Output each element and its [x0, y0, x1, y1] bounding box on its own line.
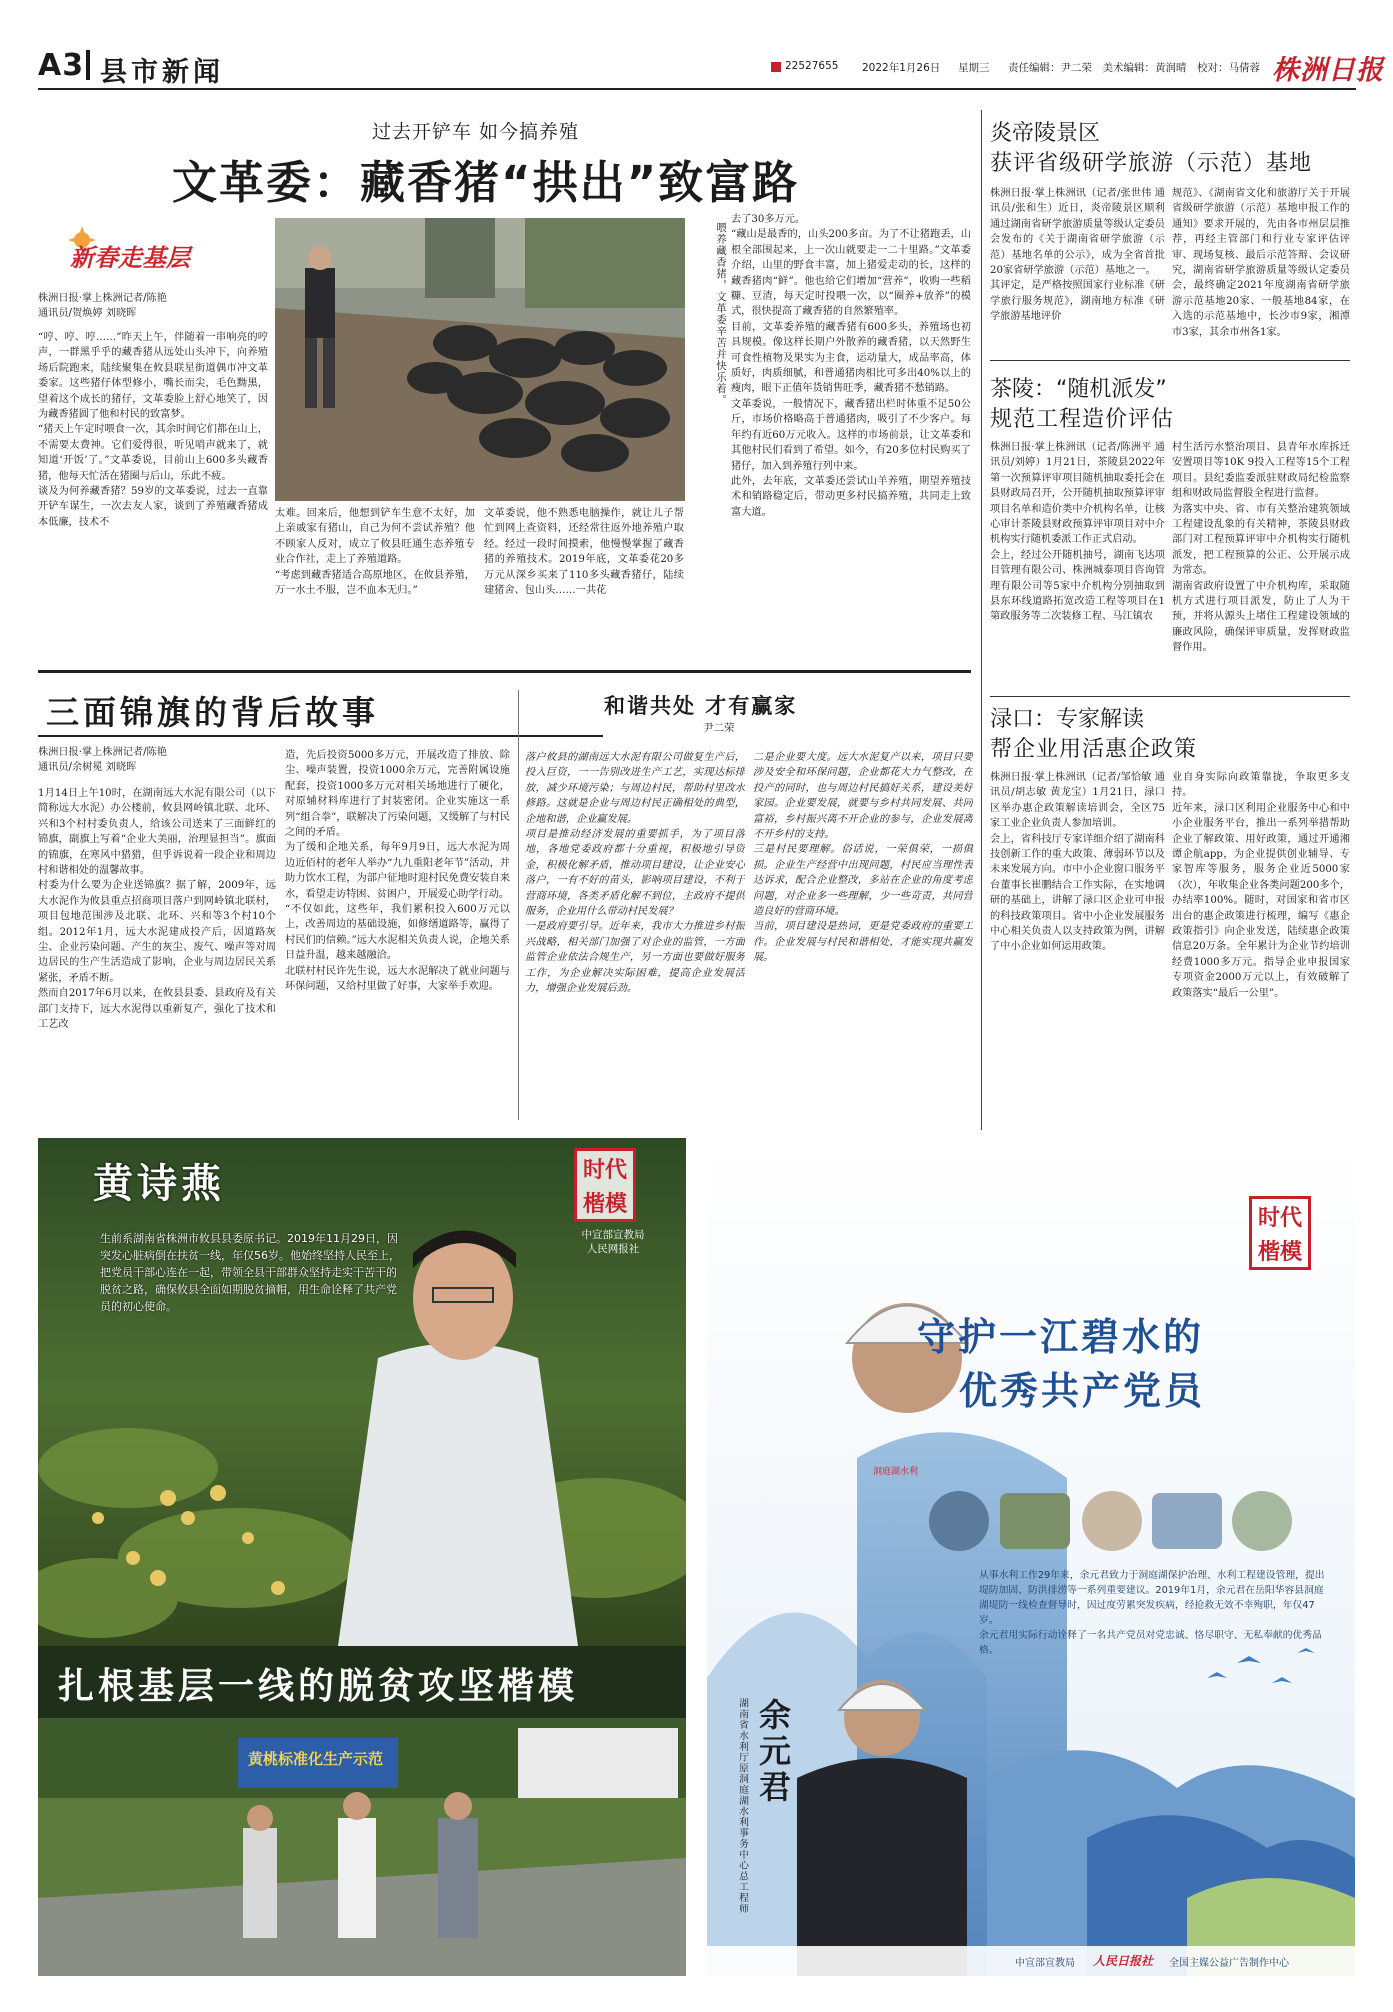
right-s1-rule — [990, 360, 1350, 361]
ad-right-credit-1: 中宣部宣教局 — [1015, 1958, 1075, 1969]
section-code: A3 — [38, 48, 85, 83]
lead-col4: 去了30多万元。 “藏山是最香的，山头200多亩。为了不让猪跑丢，山根全部围起来，上一次山就要走一二十里路。”文革委介绍，山里的野食丰富，加上猪爱走动的长，这样的藏香猪肉“鲜”。他也给它们增加“营养”，收购一些稻糠、豆渣，每天定时投喂一次，以“圈养+放养”的模式，很快提高了藏香猪的自然繁殖率。 目前，文革委养殖的藏香猪有600多头，养殖场也初具规模。像这样长期户外散养的藏香猪，以天然野生可食性植物及果实为主食，运动量大，成品率高，体质好，肉质细腻，和普通猪肉相比可多出40%以上的瘦肉，眼下正值年货销售旺季，藏香猪不愁销路。 文革委说，一般情况下，藏香猪出栏时体重不足50公斤，市场价格略高于普通猪肉，吸引了不少客户。每年约有近60万元收入。这样的市场前景，让文革委和其他村民们看到了希望。如今，有20多位村民购买了猪仔，加入到养殖行列中来。 此外，去年底，文革委还尝试山羊养殖，期望养殖技术和销路稳定后，带动更多村民搞养殖，共同走上致富大道。 — [731, 214, 971, 518]
right-s3-title2: 帮企业用活惠企政策 — [990, 737, 1198, 762]
ad-right-title-2: 优秀共产党员 — [959, 1369, 1206, 1413]
right-s3-col1: 株洲日报·掌上株洲讯（记者/邹恰敏 通讯员/胡志敏 黄龙宝）1月21日，渌口区举办惠企政策解读培训会，全区75家工业企业负责人参加培训。 会上，省科技厅专家详细介绍了湖南科技创新工作的重大政策、薄弱环节以及未来发展方向。市中小企业窗口服务平台董事长崔鹏结合工作实际，在实地调研的基础上，讲解了渌口区企业可申报的科技政策项目。省中小企业发展服务中心相关负责人以支持政策为例，讲解了中小企业如何运用政策。 — [990, 772, 1165, 953]
lead-col3: 文革委说，他不熟悉电脑操作，就让儿子帮忙到网上查资料，还经常往返外地养殖户取经。经过一段时间摸索，他慢慢掌握了藏香猪的养殖技术。2019年底，文革委花20多万元从深乡买来了110多头藏香猪仔，陆续建猪舍、包山头……一共花 — [484, 508, 684, 597]
story2-col2: 造，先后投资5000多万元，开展改造了排放、除尘、噪声装置，投资1000余万元，完善附属设施配套，投资1000多万元对相关场地进行了硬化，对原辅材料库进行了封装密闭。企业实施这一系列“组合拳”，联解决了污染问题，又缓解了与村民之间的矛盾。 为了缓和企地关系，每年9月9日，远大水泥为周边近佰村的老年人举办“九九重阳老年节”活动，并助力饮水工程，为部户征地时迎村民免费安装自来水，看望走访特困、贫困户，开展爱心助学行动。 “不仅如此，这些年，我们累积投入600万元以上，改善周边的基础设施，如修缮道路等，赢得了村民们的信赖。”远大水泥相关负责人说，企地关系日益升温，越来越融洽。 北联村村民许先生说，远大水泥解决了就业问题与环保问题，又给村里做了好事，大家举手欢迎。 — [285, 750, 510, 993]
ad-right-seal: 时代楷模 — [1249, 1196, 1311, 1270]
section-name: 县市新闻 — [100, 57, 224, 88]
commentary-title: 和谐共处 才有赢家 — [604, 694, 798, 718]
right-s1-title1: 炎帝陵景区 — [990, 121, 1101, 146]
masthead-rule — [38, 88, 1356, 90]
ad-left-issuer: 中宣部宣教局 人民网报社 — [581, 1229, 645, 1255]
ad-right-side-text: 湖南省水利厅原洞庭湖水利事务中心总工程师 — [737, 1698, 748, 1914]
ad-left-name: 黄诗燕 — [93, 1161, 225, 1207]
right-s2-col2: 村生活污水整治项目、县青年水库拆迁安置项目等10K 9投入工程等15个工程项目。县纪委监委派驻财政局纪检监察组和财政局监督股全程进行监督。 为落实中央、省、市有关整治建筑领域工程建设乱象的有关精神，茶陵县财政部门对工程预算评审中介机构实行随机派发，把工程预算的公正、公开展示成为常态。 湖南省政府设置了中介机构库，采取随机方式进行项目派发，防止了人为干预，并将从源头上堵住工程建设领域的廉政风险，确保评审质量，发挥财政监督作用。 — [1172, 442, 1350, 654]
masthead-phone: 22527655 — [785, 60, 839, 72]
lead-byline: 株洲日报·掌上株洲记者/陈艳 通讯员/贺焕婷 刘晓晖 — [38, 293, 167, 319]
right-s2-col1: 株洲日报·掌上株洲讯（记者/陈洲平 通讯员/刘婷）1月21日，茶陵县2022年第一次预算评审项目随机抽取委托会在县财政局召开，公开随机抽取预算评审项目名单和造价类中介机构名单，让核心审计茶陵县财政预算评审项目对中介机构实行随机委派工作正式启动。 会上，经过公开随机抽号，湖南飞达项目管理有限公司、株洲城泰项目咨询管理有限公司等5家中介机构分别抽取到县东环线道路拓宽改造工程等项目在1第政服务等二次装修工程、马江镇农 — [990, 442, 1165, 623]
right-s1-title2: 获评省级研学旅游（示范）基地 — [990, 151, 1313, 176]
masthead-weekday: 星期三 — [958, 62, 990, 74]
story2-col1: 1月14日上午10时，在湖南远大水泥有限公司（以下简称远大水泥）办公楼前，攸县网岭镇北联、北环、兴和3个村村委负责人，给该公司送来了三面鲜红的锦旗，副旗上写着“企业大美丽，治理显担当”。旗面的锦旗，在寒风中猎猎，但乎诉说着一段企业和周边村和谐相处的温馨故事。 村委为什么要为企业送锦旗？据了解，2009年，远大水泥作为攸县重点招商项目落户到网岭镇北联村，项目包地范围涉及北联、北环、兴和等3个村10个组。2012年1月，远大水泥建成投产后，因道路灰尘、企业污染问题、产生的灰尘、废气、噪声等对周边居民的生产生活造成了影响，企业与周边居民关系紧张，矛盾不断。 然而自2017年6月以来，在攸县县委、县政府及有关部门支持下，远大水泥得以重新复产，强化了技术和工艺改 — [38, 788, 276, 1031]
phone-icon — [771, 62, 781, 72]
right-s3-title1: 渌口：专家解读 — [990, 707, 1145, 732]
right-s1-col1: 株洲日报·掌上株洲讯（记者/张世伟 通讯员/张和生）近日，炎帝陵景区顺利通过湖南省研学旅游质量等级认定委员会发布的《关于湖南省研学旅游（示范）基地名单的公示》，成为全省首批20家省研学旅游（示范）基地之一。 其评定，是严格按照国家行业标准《研学旅行服务规范》，湖南地方标准《研学旅游基地评价 — [990, 188, 1165, 323]
right-s2-title1: 茶陵：“随机派发” — [990, 377, 1167, 402]
lead-col2: 太难。回来后，他想到铲车生意不太好，加上亲戚家有猪山，自己为何不尝试养殖？他不顾家人反对，成立了攸县旺通生态养殖专业合作社，走上了养殖道路。 “考虑到藏香猪适合高原地区，在攸县养殖，万一水土不服，岂不血本无归。” — [275, 508, 475, 597]
lead-photo-caption: 喂养藏香猪，文革委辛苦并快乐着。 — [715, 222, 727, 406]
masthead-credits: 责任编辑：尹二荣 美术编辑：黄润晴 校对：马倩蓉 — [1008, 62, 1260, 74]
lead-title: 文革委：藏香猪“拱出”致富路 — [172, 156, 800, 209]
ad-right-title-1: 守护一江碧水的 — [917, 1315, 1205, 1359]
ad-right-credit-2: 人民日报社 — [1093, 1954, 1154, 1968]
story2-top-rule — [38, 670, 971, 673]
right-s1-col2: 规范》、《湖南省文化和旅游厅关于开展省级研学旅游（示范）基地申报工作的通知》要求开展的，先由各市州层层推荐，再经主管部门和行业专家评估评审、现场复核、最后示范答辩、会议研究，湖南省研学旅游质量等级认定委员会，最终确定2021年度湖南省研学旅游示范基地20家、一般基地84家，在入选的示范基地中，长沙市9家，湘潭市3家，其余市州各1家。 — [1172, 188, 1350, 338]
commentary-col2: 二是企业要大度。远大水泥复产以来，项目只要涉及安全和环保问题，企业都花大力气整改，在投产的同时，也与周边村民搞好关系，建设美好家园。企业要发展，就要与乡村共同发展、共同富裕，乡村振兴离不开企业的参与，企业发展离不开乡村的支持。 三是村民要理解。俗话说，一荣俱荣，一损俱损。企业生产经营中出现问题，村民应当理性表达诉求，配合企业整改，多站在企业的角度考虑问题，对企业多一些理解，少一些苛责，共同营造良好的营商环境。 当前，项目建设是热词，更是党委政府的重要工作。企业发展与村民和谐相处，才能实现共赢发展。 — [753, 752, 973, 964]
ad-right-body: 从事水利工作29年来，余元君致力于洞庭湖保护治理、水利工程建设管理，提出堤防加固、防洪排涝等一系列重要建议。2019年1月，余元君在岳阳华容县洞庭湖堤防一线检查督导时，因过度劳累突发疾病，经抢救无效不幸殉职，年仅47岁。 余元君用实际行动诠释了一名共产党员对党忠诚、恪尽职守、无私奉献的优秀品格。 — [979, 1570, 1325, 1656]
story2-title: 三面锦旗的背后故事 — [46, 693, 379, 732]
ad-left-banner: 扎根基层一线的脱贫攻坚楷模 — [58, 1665, 579, 1707]
ad-right — [707, 1138, 1355, 1976]
ad-right-name: 余元君 — [754, 1698, 792, 1806]
column-badge-text: 新春走基层 — [70, 243, 190, 272]
ad-right-helmet-text: 洞庭湖水利 — [873, 1467, 919, 1477]
ad-right-credit-3: 全国主媒公益广告制作中心 — [1169, 1958, 1289, 1969]
story2-byline: 株洲日报·掌上株洲记者/陈艳 通讯员/余树冕 刘晓晖 — [38, 747, 167, 773]
ad-left — [38, 1138, 686, 1976]
paper-logo: 株洲日报 — [1272, 55, 1384, 86]
ad-left-sign-text: 黄桃标准化生产示范 — [248, 1750, 384, 1768]
masthead-date: 2022年1月26日 — [862, 62, 941, 74]
lead-col1: “哼、哼、哼……”昨天上午，伴随着一串响亮的哼声，一群黑乎乎的藏香猪从远处山头冲下，向养殖场后院跑来，陆续聚集在攸县联星街道偶市冲文革委家。这些猪仔体型修小，嘴长而尖，毛色黝黑，望着这个成长的猪仔，文革委脸上舒心地笑了，因为藏香猪圆了他和村民的致富梦。 “猪天上午定时喂食一次，其余时间它们都在山上，不需要太费神。它们爱得很，听见哨声就来了，就知道‘开饭’了。”文革委说，目前山上600多头藏香猪，他每天忙活在猪圈与后山，乐此不疲。 谈及为何养藏香猪？59岁的文革委说，过去一直靠开铲车谋生，一次去友人家，谈到了养殖藏香猪成本低廉，技术不 — [38, 332, 268, 528]
ad-left-bio: 生前系湖南省株洲市攸县县委原书记。2019年11月29日，因突发心脏病倒在扶贫一线，年仅56岁。他始终坚持人民至上，把党员干部心连在一起，带领全县干部群众坚持走实干苦干的脱贫之路，确保攸县全面如期脱贫摘帽，用生命诠释了共产党员的初心使命。 — [100, 1232, 400, 1313]
lead-photo — [275, 218, 685, 501]
section-divider — [86, 50, 90, 80]
right-s2-title2: 规范工程造价评估 — [990, 407, 1175, 432]
right-s3-col2: 业自身实际向政策靠拢，争取更多支持。 近年来，渌口区利用企业服务中心和中小企业服务平台，推出一系列举措帮助企业了解政策、用好政策，通过开通湘谭企航app，为企业提供创业辅导、专家智库等服务，服务企业近5000家（次），年收集企业各类问题200多个，办结率100%。随时，对国家和省市区出台的惠企政策进行梳理，编写《惠企政策指引》向企业发送，陆续惠企政策信息20万条。全年累计为企业节约培训经费1000多万元。指导企业申报国家专项资金2000万元以上，有效破解了政策落实“最后一公里”。 — [1172, 772, 1350, 999]
column-badge — [40, 226, 230, 276]
story2-divider — [518, 690, 519, 1120]
commentary-author: 尹二荣 — [703, 722, 735, 734]
lead-kicker: 过去开铲车 如今搞养殖 — [372, 121, 580, 143]
commentary-col1: 落户攸县的湖南远大水泥有限公司做复生产后，投入巨资，一一告别改进生产工艺，实现达标排放，减少环境污染；与周边村民，帮助村里改水修路。这就是企业与周边村民正确相处的典型，企地和谐，企业赢发展。 项目是推动经济发展的重要抓手，为了项目落地，各地党委政府都十分重视，积极地引导资金，积极化解矛盾，推动项目建设，让企业安心落户，一有不好的苗头，影响项目建设，不利于营商环境，各类矛盾化解不到位，主政府不提供服务，企业用什么带动村民发展？ 一是政府要引导。近年来，我市大力推进乡村振兴战略，相关部门加强了对企业的监管，一方面监管企业依法合规生产，另一方面也要做好服务工作，为企业解决实际困难，提高企业发展活力，增强企业发展后劲。 — [525, 752, 745, 995]
right-s2-rule — [990, 696, 1350, 697]
ad-left-seal: 时代楷模 — [574, 1148, 636, 1222]
column-divider — [981, 110, 982, 1130]
